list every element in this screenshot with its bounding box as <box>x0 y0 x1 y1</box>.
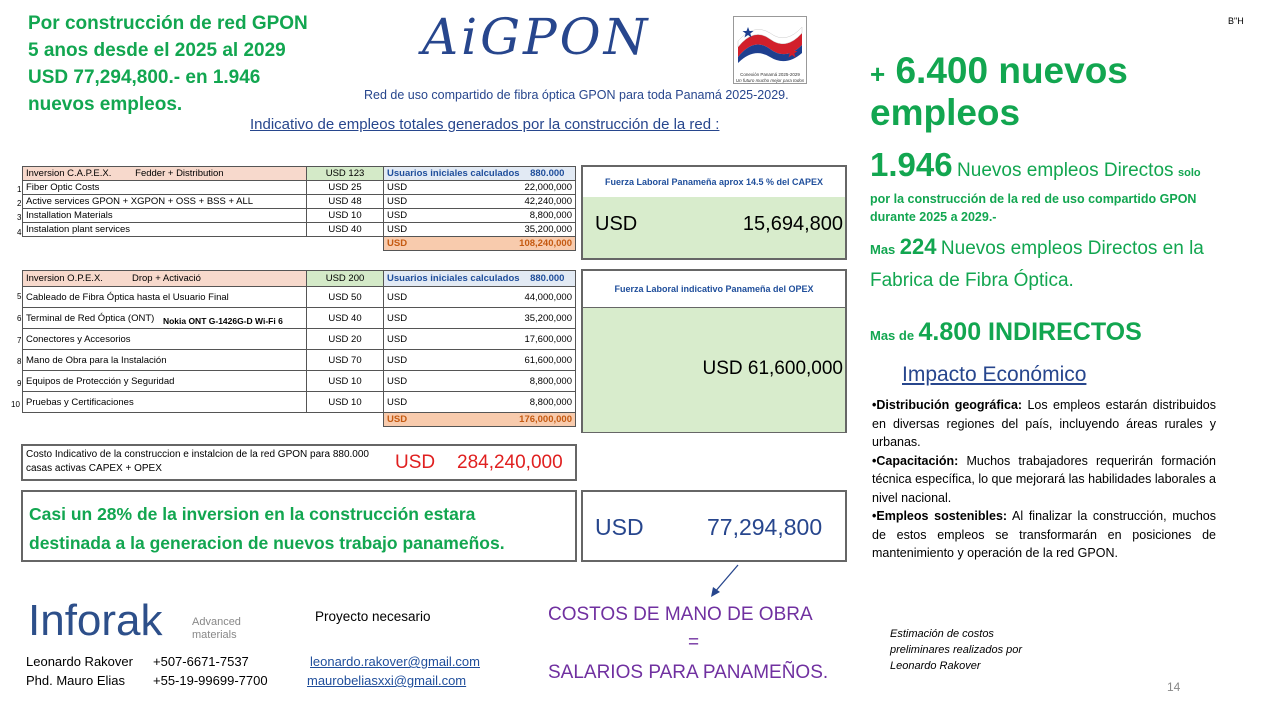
factory-jobs-number: 224 <box>899 234 937 259</box>
indicative-heading: Indicativo de empleos totales generados por la construcción de la red : <box>250 116 720 133</box>
row-total: USD 8,800,000 <box>384 209 576 223</box>
row-name: Fiber Optic Costs <box>23 181 307 195</box>
row-total: USD 61,600,000 <box>384 350 576 371</box>
contact-2-name: Phd. Mauro Elias <box>26 673 125 688</box>
row-number: 4 <box>17 228 22 237</box>
table-row <box>23 350 576 371</box>
row-total: USD 17,600,000 <box>384 329 576 350</box>
total-jobs-heading <box>870 50 1280 134</box>
row-name: Terminal de Red Óptica (ONT) Nokia ONT G-1426G-D Wi-Fi 6 <box>23 308 307 329</box>
row-per: USD 40 <box>307 308 384 329</box>
corner-mark: B"H <box>1228 16 1244 26</box>
labor-equals: = <box>688 632 700 653</box>
impact-title: Impacto Económico <box>902 363 1087 386</box>
ont-note: Nokia ONT G-1426G-D Wi-Fi 6 <box>162 315 283 326</box>
table-row <box>23 195 576 209</box>
contact-2-email-link[interactable]: maurobeliasxxi@gmail.com <box>307 673 467 688</box>
direct-jobs-line <box>870 146 1201 184</box>
row-name: Equipos de Protección y Seguridad <box>23 371 307 392</box>
labor-share-value-box <box>581 490 847 562</box>
opex-users-cell: Usuarios iniciales calculados 880.000 <box>384 271 576 287</box>
row-per: USD 20 <box>307 329 384 350</box>
capex-per-user: USD 123 <box>307 167 384 181</box>
project-label: Proyecto necesario <box>315 609 431 624</box>
mas-de-label: Mas de <box>870 328 915 343</box>
capex-labor-body <box>583 197 845 258</box>
total-cost-currency: USD <box>395 452 436 473</box>
capex-table <box>22 166 576 251</box>
capex-header-row <box>23 167 576 181</box>
labor-share-value: 77,294,800 <box>707 514 823 540</box>
flag-caption: Conexión Panamá 2025-2029 <box>740 72 800 77</box>
total-jobs-number: 6.400 <box>895 50 989 91</box>
total-cost-value: 284,240,000 <box>457 452 563 473</box>
brand-name: Inforak <box>28 596 163 645</box>
aigpon-logo-title: AiGPON <box>422 8 651 66</box>
contact-1-name: Leonardo Rakover <box>26 654 133 669</box>
headline-line: Por construcción de red GPON <box>28 13 308 34</box>
labor-share-currency: USD <box>595 514 644 540</box>
headline-line: 5 anos desde el 2025 al 2029 <box>28 40 286 61</box>
impact-head: •Capacitación: <box>872 453 959 468</box>
impact-list <box>872 396 1216 563</box>
estimate-note: Estimación de costos preliminares realizados por Leonardo Rakover <box>890 628 1023 672</box>
impact-head: •Distribución geográfica: <box>872 398 1023 412</box>
row-number: 5 <box>17 292 22 301</box>
opex-sum: USD 176,000,000 <box>384 413 576 427</box>
opex-labor-panel <box>581 269 847 433</box>
impact-item <box>872 396 1216 452</box>
row-total: USD 22,000,000 <box>384 181 576 195</box>
impact-item <box>872 452 1216 508</box>
capex-users-cell: Usuarios iniciales calculados 880.000 <box>384 167 576 181</box>
direct-jobs-desc <box>870 190 1196 226</box>
impact-item <box>872 507 1216 563</box>
opex-header-row <box>23 271 576 287</box>
capex-sum-row <box>23 237 576 251</box>
opex-sum-row <box>23 413 576 427</box>
factory-jobs-text-2: Fabrica de Fibra Óptica. <box>870 270 1074 291</box>
mas-label: Mas <box>870 242 896 257</box>
table-row <box>23 392 576 413</box>
row-number: 7 <box>17 336 22 345</box>
brand-subtitle: Advanced materials <box>192 616 241 641</box>
opex-per-user: USD 200 <box>307 271 384 287</box>
row-name: Cableado de Fibra Óptica hasta el Usuario Final <box>23 287 307 308</box>
row-name: Conectores y Accesorios <box>23 329 307 350</box>
row-name: Mano de Obra para la Instalación <box>23 350 307 371</box>
row-total: USD 8,800,000 <box>384 392 576 413</box>
salaries-line: SALARIOS PARA PANAMEÑOS. <box>548 662 829 683</box>
capex-sum: USD 108,240,000 <box>384 237 576 251</box>
table-row <box>23 371 576 392</box>
factory-jobs-text: Nuevos empleos Directos en la <box>940 238 1204 259</box>
indirect-jobs-line <box>870 318 1142 347</box>
down-arrow-icon <box>708 563 742 599</box>
row-per: USD 10 <box>307 371 384 392</box>
row-number: 9 <box>17 379 22 388</box>
opex-labor-body <box>583 307 845 432</box>
table-row <box>23 329 576 350</box>
row-total: USD 35,200,000 <box>384 223 576 237</box>
subtitle: Red de uso compartido de fibra óptica GPON para toda Panamá 2025-2029. <box>364 88 789 102</box>
total-cost-box <box>21 444 577 481</box>
flag-icon <box>734 17 806 67</box>
table-row <box>23 223 576 237</box>
direct-jobs-text: Nuevos empleos Directos <box>957 160 1174 181</box>
opex-table <box>22 270 576 427</box>
row-number: 2 <box>17 199 22 208</box>
capex-labor-panel <box>581 165 847 260</box>
headline-summary <box>28 10 308 118</box>
row-total: USD 42,240,000 <box>384 195 576 209</box>
panama-flag-logo <box>733 16 807 84</box>
row-per: USD 10 <box>307 392 384 413</box>
labor-share-box <box>21 490 577 562</box>
total-cost-desc: Costo Indicativo de la construccion e instalcion de la red GPON para 880.000 casas activas CAPEX + OPEX <box>26 449 369 474</box>
table-row <box>23 181 576 195</box>
impact-text: Muchos trabajadores requerirán formación técnica específica, lo que mejorará las habilidades laborales a nivel nacional. <box>872 453 1216 505</box>
impact-head: •Empleos sostenibles: <box>872 509 1008 523</box>
row-number: 10 <box>11 400 20 409</box>
direct-jobs-solo: solo <box>1177 167 1201 179</box>
headline-line: nuevos empleos. <box>28 94 183 115</box>
row-per: USD 40 <box>307 223 384 237</box>
row-per: USD 50 <box>307 287 384 308</box>
contact-1-email-link[interactable]: leonardo.rakover@gmail.com <box>310 654 480 669</box>
indirect-jobs: 4.800 INDIRECTOS <box>918 318 1142 346</box>
page-number: 14 <box>1167 680 1181 694</box>
direct-jobs-number: 1.946 <box>870 146 953 183</box>
table-row <box>23 209 576 223</box>
opex-title-cell: Inversion O.P.E.X. Drop + Activació <box>23 271 307 287</box>
capex-title-cell: Inversion C.A.P.E.X. Fedder + Distribution <box>23 167 307 181</box>
table-row <box>23 308 576 329</box>
row-total: USD 44,000,000 <box>384 287 576 308</box>
direct-desc-line: por la construcción de la red de uso compartido GPON <box>870 192 1197 206</box>
row-per: USD 48 <box>307 195 384 209</box>
row-per: USD 70 <box>307 350 384 371</box>
impact-text: Los empleos estarán distribuidos en diversas regiones del país, incluyendo áreas rurales y urbanas. <box>872 398 1216 449</box>
capex-labor-currency: USD <box>595 213 638 235</box>
row-name: Active services GPON + XGPON + OSS + BSS + ALL <box>23 195 307 209</box>
row-name: Installation Materials <box>23 209 307 223</box>
row-name: Pruebas y Certificaciones <box>23 392 307 413</box>
labor-share-text: Casi un 28% de la inversion en la construcción estara destinada a la generacion de nuevos trabajo panameños. <box>29 504 505 553</box>
row-per: USD 10 <box>307 209 384 223</box>
headline-line: USD 77,294,800.- en 1.946 <box>28 67 261 88</box>
contact-1-phone: +507-6671-7537 <box>153 654 249 669</box>
table-row <box>23 287 576 308</box>
row-total: USD 35,200,000 <box>384 308 576 329</box>
row-number: 1 <box>17 185 22 194</box>
direct-desc-line: durante 2025 a 2029.- <box>870 210 997 224</box>
row-name: Instalation plant services <box>23 223 307 237</box>
opex-labor-header: Fuerza Laboral indicativo Panameña del OPEX <box>583 271 845 307</box>
impact-text: Al finalizar la construcción, muchos de estos empleos se transformarán en posiciones de mantenimiento y operación de la red GPON. <box>872 509 1216 560</box>
capex-labor-value: 15,694,800 <box>742 213 843 235</box>
inforak-logo <box>28 596 163 646</box>
capex-labor-header: Fuerza Laboral Panameña aprox 14.5 % del CAPEX <box>583 167 845 197</box>
plus-sign: + <box>870 59 886 89</box>
row-total: USD 8,800,000 <box>384 371 576 392</box>
row-per: USD 25 <box>307 181 384 195</box>
row-number: 6 <box>17 314 22 323</box>
flag-caption: Un futuro mucho mejor para todos <box>735 78 805 83</box>
labor-cost-line: COSTOS DE MANO DE OBRA <box>548 604 813 625</box>
row-number: 3 <box>17 213 22 222</box>
opex-labor-value: USD 61,600,000 <box>702 358 843 379</box>
row-number: 8 <box>17 357 22 366</box>
factory-jobs-line <box>870 234 1204 260</box>
total-jobs-text: nuevos empleos <box>870 50 1128 133</box>
contact-2-phone: +55-19-99699-7700 <box>153 673 268 688</box>
